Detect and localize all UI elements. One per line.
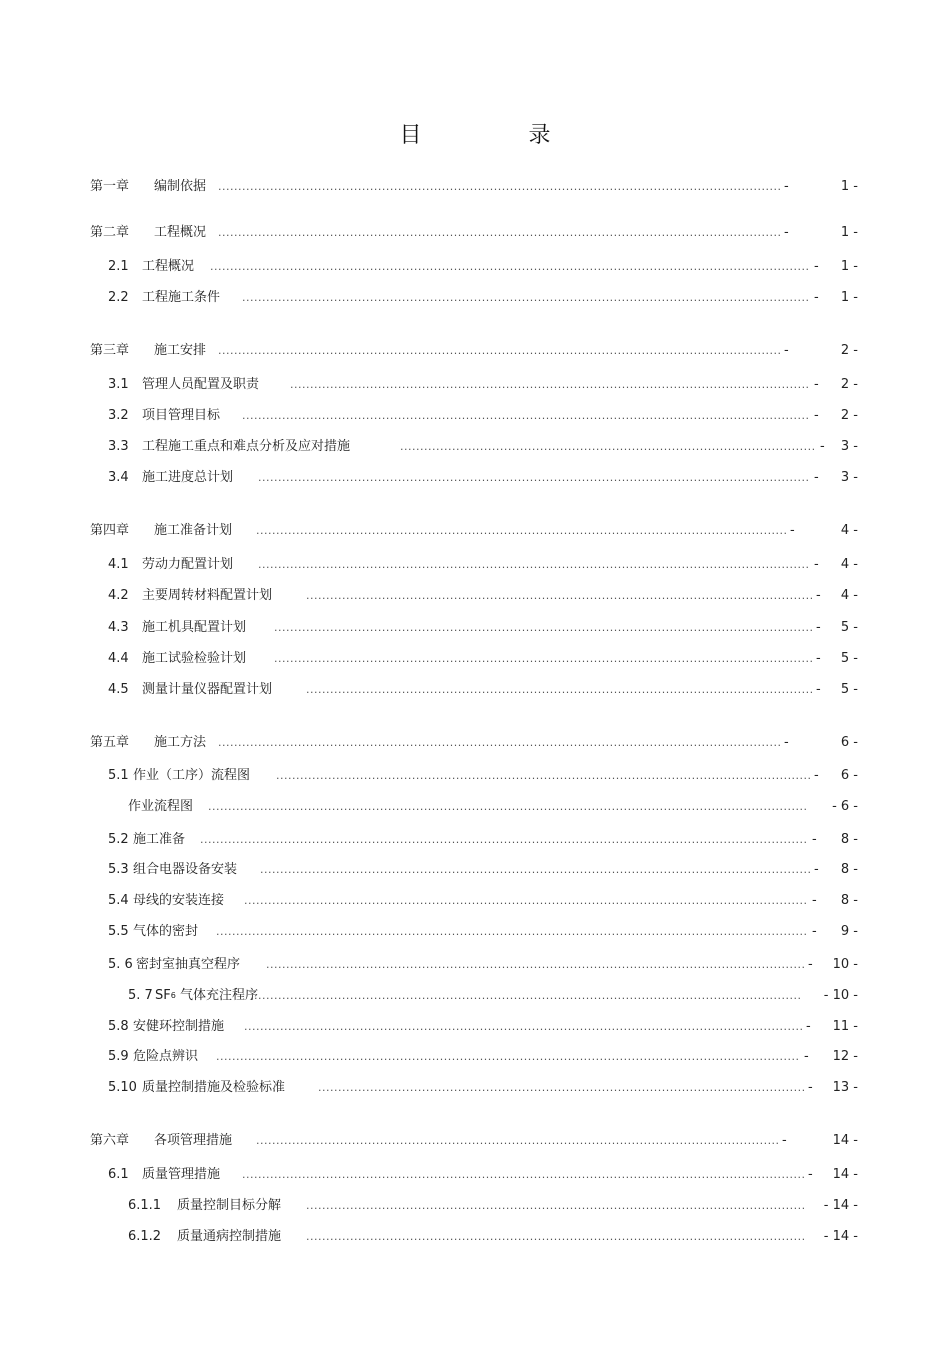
toc-entry-number: 4.2 [108, 588, 129, 603]
toc-entry-title: 项目管理目标 [142, 408, 221, 423]
toc-leader-dots [242, 1165, 804, 1185]
toc-entry[interactable] [108, 1017, 858, 1037]
toc-page-prefix: - [814, 290, 819, 305]
toc-page-prefix: - [816, 620, 821, 635]
toc-page-prefix: - [814, 862, 819, 877]
toc-page-number: 4 - [840, 523, 858, 538]
toc-entry[interactable] [108, 288, 858, 308]
toc-page-prefix: - [814, 377, 819, 392]
toc-entry-title: 组合电器设备安装 [133, 862, 238, 877]
toc-leader-dots [208, 797, 808, 817]
toc-page-number: 1 - [840, 290, 858, 305]
toc-entry-title: 施工机具配置计划 [142, 620, 247, 635]
toc-page-number: 5 - [840, 651, 858, 666]
toc-entry-number: 5. 7 [128, 988, 153, 1003]
toc-entry-number: 第六章 [90, 1133, 130, 1148]
toc-leader-dots [266, 955, 804, 975]
toc-entry-number: 4.1 [108, 557, 129, 572]
toc-page-number: 5 - [840, 620, 858, 635]
toc-entry-title: 主要周转材料配置计划 [142, 588, 273, 603]
toc-leader-dots [274, 618, 812, 638]
toc-page-number: 8 - [840, 832, 858, 847]
toc-entry[interactable] [128, 797, 858, 817]
toc-page-number: 8 - [840, 862, 858, 877]
toc-page-prefix: - [816, 682, 821, 697]
toc-entry-number: 5.2 [108, 832, 129, 847]
toc-leader-dots [306, 1196, 804, 1216]
toc-page-number: 6 - [840, 735, 858, 750]
toc-entry[interactable] [90, 223, 858, 243]
toc-entry[interactable] [108, 649, 858, 669]
page-title: 目 录 [399, 123, 601, 148]
toc-entry-title: 密封室抽真空程序 [136, 957, 241, 972]
toc-page-prefix: - [784, 225, 789, 240]
toc-page-number: 2 - [840, 343, 858, 358]
toc-leader-dots [200, 830, 808, 850]
toc-page-prefix: - [806, 1019, 811, 1034]
toc-entry-number: 4.4 [108, 651, 129, 666]
toc-page-prefix: - [790, 523, 795, 538]
toc-leader-dots [256, 521, 786, 541]
toc-leader-dots [400, 437, 816, 457]
toc-page-number: - 14 - [823, 1229, 858, 1244]
toc-page-number: 4 - [840, 557, 858, 572]
toc-entry-title: 作业（工序）流程图 [133, 768, 251, 783]
toc-leader-dots [256, 1131, 778, 1151]
toc-page-number: 11 - [832, 1019, 858, 1034]
toc-entry[interactable] [108, 375, 858, 395]
toc-entry-title: 作业流程图 [128, 799, 194, 814]
toc-entry-number: 6.1.2 [128, 1229, 162, 1244]
toc-entry-number: 5.10 [108, 1080, 137, 1095]
toc-page-number: 3 - [840, 439, 858, 454]
toc-leader-dots [244, 891, 808, 911]
toc-leader-dots [258, 555, 810, 575]
toc-entry[interactable] [108, 680, 858, 700]
toc-leader-dots [242, 288, 810, 308]
toc-leader-dots [218, 341, 780, 361]
toc-page-number: 4 - [840, 588, 858, 603]
toc-entry-number: 3.1 [108, 377, 129, 392]
toc-leader-dots [244, 1017, 802, 1037]
toc-page-prefix: - [784, 343, 789, 358]
toc-leader-dots [274, 649, 812, 669]
toc-entry[interactable] [108, 406, 858, 426]
toc-entry-number: 4.5 [108, 682, 129, 697]
toc-page-number: 14 - [832, 1167, 858, 1182]
toc-entry[interactable] [108, 468, 858, 488]
toc-page-prefix: - [814, 470, 819, 485]
toc-entry-title: 编制依据 [154, 179, 207, 194]
toc-entry-title: 各项管理措施 [154, 1133, 233, 1148]
toc-entry-number: 6.1.1 [128, 1198, 162, 1213]
toc-leader-dots [250, 986, 802, 1006]
toc-entry[interactable] [90, 1131, 858, 1151]
toc-page-prefix: - [784, 735, 789, 750]
toc-leader-dots [258, 468, 810, 488]
toc-entry[interactable] [90, 341, 858, 361]
toc-leader-dots [210, 257, 808, 277]
toc-entry-title: 施工准备 [133, 832, 186, 847]
toc-entry[interactable] [90, 521, 858, 541]
toc-entry[interactable] [108, 891, 858, 911]
toc-page-number: 6 - [840, 768, 858, 783]
toc-page-prefix: - [782, 1133, 787, 1148]
toc-leader-dots [218, 223, 780, 243]
toc-entry[interactable] [90, 733, 858, 753]
toc-page-prefix: - [814, 768, 819, 783]
toc-page-number: - 6 - [832, 799, 858, 814]
toc-entry[interactable] [108, 860, 858, 880]
toc-entry-title: $SF_6$ 气体充注程序 [155, 988, 258, 1003]
toc-entry[interactable] [128, 1196, 858, 1216]
toc-page-prefix: - [816, 588, 821, 603]
toc-page-number: 9 - [840, 924, 858, 939]
toc-page-prefix: - [812, 924, 817, 939]
toc-page-prefix: - [814, 259, 819, 274]
toc-entry[interactable] [108, 766, 858, 786]
toc-entry-number: 5.5 [108, 924, 129, 939]
toc-leader-dots [276, 766, 810, 786]
toc-page-prefix: - [784, 179, 789, 194]
toc-page-prefix: - [812, 893, 817, 908]
toc-page-number: 1 - [840, 259, 858, 274]
toc-entry-title: 工程施工重点和难点分析及应对措施 [142, 439, 351, 454]
toc-entry-title: 工程概况 [154, 225, 207, 240]
toc-entry-number: 3.4 [108, 470, 129, 485]
toc-page-number: 13 - [832, 1080, 858, 1095]
toc-entry-number: 第一章 [90, 179, 130, 194]
toc-entry-number: 第四章 [90, 523, 130, 538]
toc-entry[interactable] [108, 1047, 858, 1067]
toc-page-number: 2 - [840, 377, 858, 392]
toc-page-prefix: - [814, 408, 819, 423]
toc-entry-number: 6.1 [108, 1167, 129, 1182]
toc-leader-dots [306, 1227, 804, 1247]
toc-entry-number: 5.9 [108, 1049, 129, 1064]
toc-entry-number: 5.8 [108, 1019, 129, 1034]
toc-entry[interactable] [108, 586, 858, 606]
toc-entry-number: 第五章 [90, 735, 130, 750]
toc-page-prefix: - [808, 1167, 813, 1182]
toc-entry-title: 管理人员配置及职责 [142, 377, 260, 392]
toc-entry[interactable] [90, 177, 858, 197]
toc-page-number: 5 - [840, 682, 858, 697]
toc-entry-title: 测量计量仪器配置计划 [142, 682, 273, 697]
toc-entry-title: 工程施工条件 [142, 290, 221, 305]
toc-page-number: 8 - [840, 893, 858, 908]
toc-entry-number: 第三章 [90, 343, 130, 358]
toc-entry-title: 施工准备计划 [154, 523, 233, 538]
toc-entry-number: 2.2 [108, 290, 129, 305]
toc-leader-dots [306, 586, 812, 606]
toc-entry-title: 质量管理措施 [142, 1167, 221, 1182]
toc-entry-title: 危险点辨识 [133, 1049, 199, 1064]
toc-entry[interactable] [108, 555, 858, 575]
toc-entry-title: 施工进度总计划 [142, 470, 234, 485]
toc-page-number: 10 - [832, 957, 858, 972]
toc-leader-dots [216, 922, 808, 942]
toc-page-prefix: - [814, 557, 819, 572]
toc-entry-title: 质量通病控制措施 [177, 1229, 282, 1244]
toc-page-number: 12 - [832, 1049, 858, 1064]
toc-leader-dots [260, 860, 810, 880]
toc-entry-title: 气体的密封 [133, 924, 199, 939]
toc-entry[interactable] [128, 986, 858, 1006]
toc-entry[interactable] [108, 1078, 858, 1098]
toc-entry[interactable] [108, 955, 858, 975]
toc-entry[interactable] [108, 618, 858, 638]
toc-entry[interactable] [108, 437, 858, 457]
toc-entry-title: 质量控制措施及检验标准 [142, 1080, 286, 1095]
toc-leader-dots [218, 733, 780, 753]
toc-entry-title: 工程概况 [142, 259, 195, 274]
toc-entry-title: 母线的安装连接 [133, 893, 225, 908]
toc-page-number: - 10 - [823, 988, 858, 1003]
toc-page-number: - 14 - [823, 1198, 858, 1213]
toc-page-prefix: - [816, 651, 821, 666]
toc-entry-number: 4.3 [108, 620, 129, 635]
toc-entry[interactable] [108, 1165, 858, 1185]
toc-entry-number: 5. 6 [108, 957, 133, 972]
toc-entry-number: 第二章 [90, 225, 130, 240]
toc-leader-dots [306, 680, 812, 700]
toc-page-prefix: - [808, 1080, 813, 1095]
toc-page-number: 14 - [832, 1133, 858, 1148]
toc-leader-dots [218, 177, 780, 197]
toc-page-prefix: - [808, 957, 813, 972]
toc-entry[interactable] [108, 922, 858, 942]
toc-leader-dots [290, 375, 810, 395]
toc-entry-title: 施工试验检验计划 [142, 651, 247, 666]
toc-page-number: 1 - [840, 225, 858, 240]
toc-leader-dots [216, 1047, 800, 1067]
toc-entry-number: 5.4 [108, 893, 129, 908]
toc-entry-number: 3.3 [108, 439, 129, 454]
toc-entry-title: 施工安排 [154, 343, 207, 358]
toc-page-prefix: - [820, 439, 825, 454]
toc-entry-title: 质量控制目标分解 [177, 1198, 282, 1213]
toc-entry-number: 3.2 [108, 408, 129, 423]
toc-entry-number: 2.1 [108, 259, 129, 274]
toc-page-number: 2 - [840, 408, 858, 423]
toc-page-number: 1 - [840, 179, 858, 194]
toc-entry[interactable] [108, 257, 858, 277]
toc-entry[interactable] [108, 830, 858, 850]
toc-entry-title: 安健环控制措施 [133, 1019, 225, 1034]
toc-page-prefix: - [812, 832, 817, 847]
toc-entry-number: 5.1 [108, 768, 129, 783]
toc-leader-dots [318, 1078, 804, 1098]
toc-entry-title: 施工方法 [154, 735, 207, 750]
toc-page-prefix: - [804, 1049, 809, 1064]
toc-leader-dots [242, 406, 810, 426]
toc-entry-title: 劳动力配置计划 [142, 557, 234, 572]
toc-page-number: 3 - [840, 470, 858, 485]
toc-entry-number: 5.3 [108, 862, 129, 877]
toc-entry[interactable] [128, 1227, 858, 1247]
